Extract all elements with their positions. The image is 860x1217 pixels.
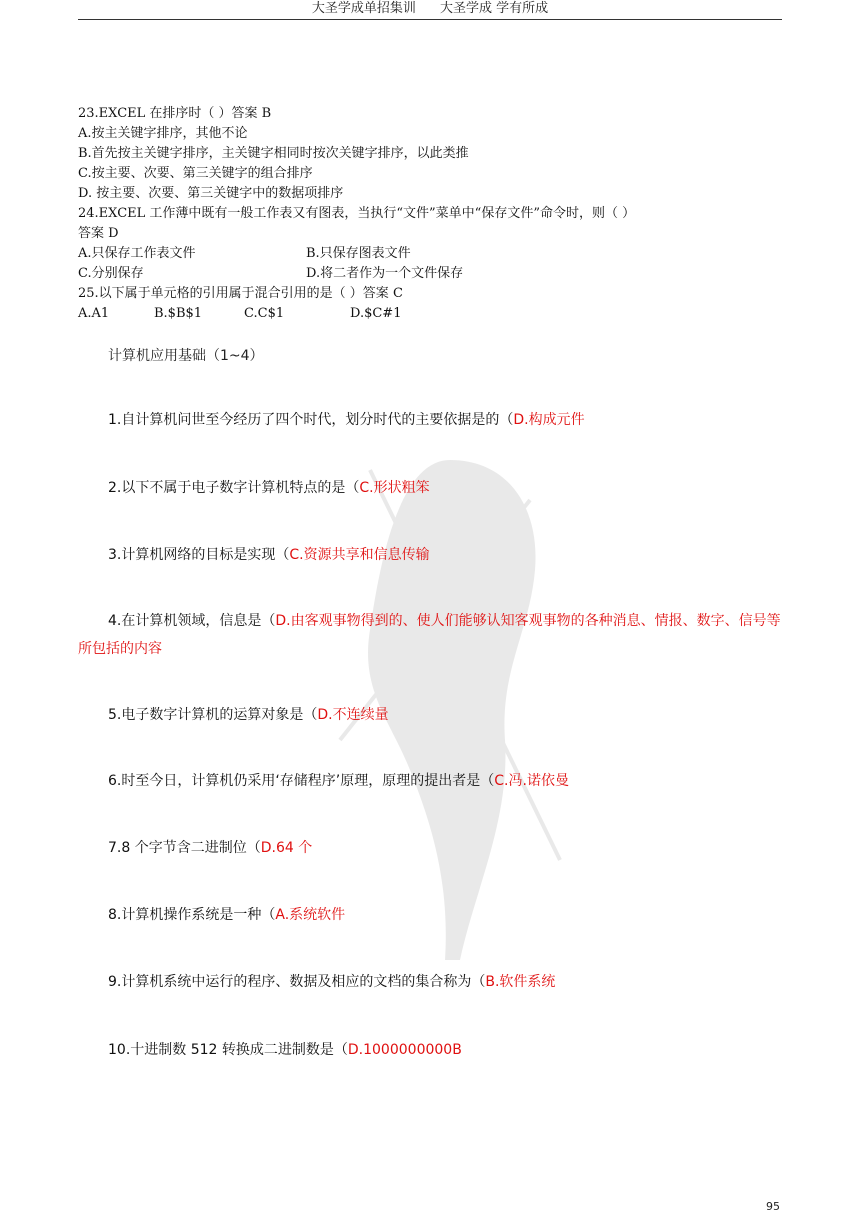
item-answer: A.系统软件 [275, 907, 346, 923]
item-answer: C.资源共享和信息传输 [289, 547, 430, 563]
list-item [78, 474, 786, 502]
item-question: 8.计算机操作系统是一种（ [108, 907, 276, 923]
q24-options-row-2 [78, 264, 788, 284]
item-question: 2.以下不属于电子数字计算机特点的是（ [108, 480, 360, 496]
q25-option-a: A.A1 [78, 306, 110, 321]
item-question: 10.十进制数 512 转换成二进制数是（ [108, 1042, 348, 1058]
question-25: 25.以下属于单元格的引用属于混合引用的是（ ）答案 C [78, 286, 403, 301]
item-answer: D.构成元件 [513, 412, 585, 428]
list-item [78, 834, 786, 862]
item-answer: D.64 个 [260, 840, 313, 856]
q24-option-a: A.只保存工作表文件 [78, 246, 196, 261]
q24-answer: 答案 D [78, 226, 119, 241]
q24-option-b: B.只保存图表文件 [306, 246, 411, 261]
item-answer: D.1000000000B [347, 1042, 462, 1058]
item-question: 4.在计算机领域，信息是（ [108, 613, 276, 629]
list-item [78, 406, 786, 434]
page-number: 95 [766, 1200, 780, 1213]
item-question: 7.8 个字节含二进制位（ [108, 840, 261, 856]
list-item [78, 701, 786, 729]
list-item [78, 767, 786, 795]
q25-option-d: D.$C#1 [350, 306, 402, 321]
item-answer: D.不连续量 [317, 707, 389, 723]
item-answer: B.软件系统 [485, 974, 556, 990]
item-question: 5.电子数字计算机的运算对象是（ [108, 707, 318, 723]
q23-option-a: A.按主关键字排序，其他不论 [78, 126, 248, 141]
list-item [78, 968, 786, 996]
item-question: 9.计算机系统中运行的程序、数据及相应的文档的集合称为（ [108, 974, 486, 990]
q23-option-d: D. 按主要、次要、第三关键字中的数据项排序 [78, 186, 344, 201]
q25-option-c: C.C$1 [244, 306, 285, 321]
excel-questions [78, 104, 788, 324]
list-item [78, 1036, 786, 1064]
list-item [78, 607, 786, 663]
q24-option-d: D.将二者作为一个文件保存 [306, 266, 464, 281]
section-title: 计算机应用基础（1~4） [108, 348, 264, 364]
q25-options-row [78, 304, 788, 324]
item-answer: D.由客观事物得到的、使人们能够认知客观事物的各种消息、情报、数字、信号等所包括的内容 [78, 613, 781, 657]
q23-option-c: C.按主要、次要、第三关键字的组合排序 [78, 166, 313, 181]
item-question: 3.计算机网络的目标是实现（ [108, 547, 290, 563]
question-24: 24.EXCEL 工作薄中既有一般工作表又有图表，当执行“文件”菜单中“保存文件”命令时，则（ ） [78, 206, 636, 221]
q24-option-c: C.分别保存 [78, 266, 144, 281]
header-right-text: 大圣学成 学有所成 [440, 1, 549, 16]
page-header [78, 0, 782, 20]
list-item [78, 901, 786, 929]
item-answer: C.冯.诺依曼 [494, 773, 569, 789]
q25-option-b: B.$B$1 [154, 306, 203, 321]
q24-options-row-1 [78, 244, 788, 264]
question-23: 23.EXCEL 在排序时（ ）答案 B [78, 106, 272, 121]
list-item [78, 541, 786, 569]
header-left-text: 大圣学成单招集训 [311, 1, 416, 16]
item-answer: C.形状粗笨 [359, 480, 430, 496]
item-question: 6.时至今日，计算机仍采用‘存储程序’原理，原理的提出者是（ [108, 773, 495, 789]
item-question: 1.自计算机问世至今经历了四个时代，划分时代的主要依据是的（ [108, 412, 514, 428]
q23-option-b: B.首先按主关键字排序，主关键字相同时按次关键字排序，以此类推 [78, 146, 469, 161]
